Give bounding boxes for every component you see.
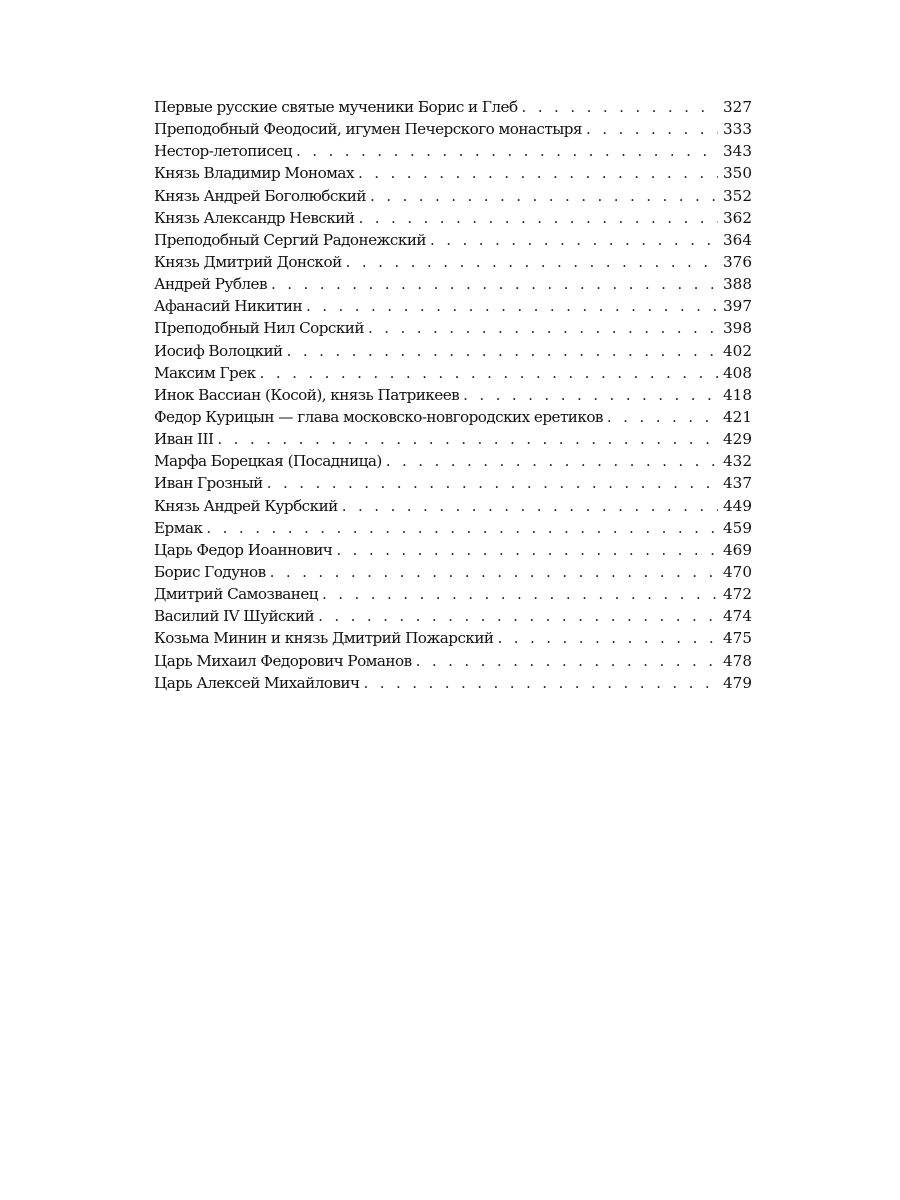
dot-leader	[430, 231, 718, 249]
toc-entry-page-number: 469	[723, 540, 752, 559]
toc-entry	[154, 209, 752, 231]
dot-leader	[370, 187, 718, 205]
toc-entry-title: Афанасий Никитин	[154, 297, 303, 316]
toc-entry-page-number: 388	[723, 275, 752, 294]
table-of-contents	[154, 98, 752, 696]
toc-entry	[154, 497, 752, 519]
toc-entry-title: Инок Вассиан (Косой), князь Патрикеев	[154, 385, 460, 404]
toc-entry	[154, 98, 752, 120]
toc-entry-page-number: 362	[723, 208, 752, 227]
toc-entry-title: Козьма Минин и князь Дмитрий Пожарский	[154, 629, 494, 648]
toc-entry-page-number: 474	[723, 607, 752, 626]
toc-entry-title: Борис Годунов	[154, 562, 266, 581]
toc-entry-title: Иван Грозный	[154, 474, 263, 493]
toc-entry-title: Преподобный Сергий Радонежский	[154, 230, 426, 249]
toc-entry-page-number: 479	[723, 673, 752, 692]
toc-entry-title: Царь Алексей Михайлович	[154, 673, 360, 692]
dot-leader	[217, 430, 718, 448]
toc-entry-page-number: 402	[723, 341, 752, 360]
toc-entry-title: Князь Владимир Мономах	[154, 164, 354, 183]
toc-entry-title: Царь Федор Иоаннович	[154, 540, 333, 559]
toc-entry	[154, 541, 752, 563]
toc-entry-page-number: 352	[723, 186, 752, 205]
toc-entry	[154, 386, 752, 408]
toc-entry	[154, 607, 752, 629]
dot-leader	[358, 164, 718, 182]
toc-entry-page-number: 350	[723, 164, 752, 183]
dot-leader	[267, 474, 718, 492]
dot-leader	[296, 142, 718, 160]
dot-leader	[287, 342, 718, 360]
toc-entry	[154, 652, 752, 674]
toc-entry-title: Князь Дмитрий Донской	[154, 252, 342, 271]
dot-leader	[363, 674, 718, 692]
toc-entry	[154, 275, 752, 297]
toc-entry-title: Преподобный Нил Сорский	[154, 319, 364, 338]
dot-leader	[586, 120, 718, 138]
toc-entry-title: Князь Андрей Боголюбский	[154, 186, 366, 205]
toc-entry	[154, 187, 752, 209]
dot-leader	[270, 563, 718, 581]
toc-entry-page-number: 408	[723, 363, 752, 382]
dot-leader	[386, 452, 718, 470]
toc-entry-title: Марфа Борецкая (Посадница)	[154, 452, 382, 471]
toc-entry-page-number: 478	[723, 651, 752, 670]
toc-entry	[154, 231, 752, 253]
toc-entry-page-number: 398	[723, 319, 752, 338]
dot-leader	[416, 652, 718, 670]
dot-leader	[271, 275, 718, 293]
toc-entry	[154, 452, 752, 474]
toc-entry-page-number: 475	[723, 629, 752, 648]
toc-entry-title: Василий IV Шуйский	[154, 607, 315, 626]
toc-entry-title: Иван III	[154, 430, 214, 449]
dot-leader	[358, 209, 718, 227]
toc-entry-page-number: 327	[723, 98, 752, 116]
toc-entry-page-number: 421	[723, 407, 752, 426]
toc-entry-title: Нестор-летописец	[154, 142, 293, 161]
toc-entry-page-number: 333	[723, 120, 752, 139]
toc-entry-page-number: 437	[723, 474, 752, 493]
toc-entry-title: Иосиф Волоцкий	[154, 341, 283, 360]
toc-entry	[154, 297, 752, 319]
toc-entry-page-number: 472	[723, 585, 752, 604]
dot-leader	[346, 253, 718, 271]
toc-entry-page-number: 364	[723, 230, 752, 249]
dot-leader	[306, 297, 718, 315]
dot-leader	[607, 408, 718, 426]
toc-entry-title: Андрей Рублев	[154, 275, 267, 294]
toc-entry	[154, 563, 752, 585]
toc-entry-title: Первые русские святые мученики Борис и Глеб	[154, 98, 518, 116]
toc-entry	[154, 142, 752, 164]
toc-entry	[154, 164, 752, 186]
toc-entry-title: Федор Курицын — глава московско-новгородских еретиков	[154, 407, 603, 426]
dot-leader	[368, 319, 718, 337]
toc-entry	[154, 474, 752, 496]
toc-entry	[154, 408, 752, 430]
toc-entry-title: Ермак	[154, 518, 203, 537]
toc-entry-page-number: 418	[723, 385, 752, 404]
dot-leader	[336, 541, 718, 559]
toc-entry	[154, 519, 752, 541]
toc-entry	[154, 629, 752, 651]
dot-leader	[342, 497, 718, 515]
toc-entry-page-number: 397	[723, 297, 752, 316]
toc-entry	[154, 120, 752, 142]
dot-leader	[498, 629, 719, 647]
toc-entry-page-number: 449	[723, 496, 752, 515]
dot-leader	[522, 98, 718, 116]
toc-entry-title: Дмитрий Самозванец	[154, 585, 318, 604]
dot-leader	[260, 364, 718, 382]
toc-entry-page-number: 459	[723, 518, 752, 537]
toc-entry-page-number: 432	[723, 452, 752, 471]
toc-entry	[154, 319, 752, 341]
dot-leader	[322, 585, 718, 603]
toc-entry-page-number: 470	[723, 562, 752, 581]
toc-entry	[154, 674, 752, 696]
dot-leader	[463, 386, 718, 404]
toc-entry-page-number: 343	[723, 142, 752, 161]
toc-entry-page-number: 429	[723, 430, 752, 449]
toc-entry-title: Преподобный Феодосий, игумен Печерского монастыря	[154, 120, 582, 139]
dot-leader	[206, 519, 718, 537]
toc-entry	[154, 253, 752, 275]
toc-entry	[154, 430, 752, 452]
toc-entry-title: Царь Михаил Федорович Романов	[154, 651, 412, 670]
toc-entry-title: Князь Андрей Курбский	[154, 496, 338, 515]
toc-entry	[154, 364, 752, 386]
toc-entry-title: Князь Александр Невский	[154, 208, 355, 227]
toc-entry	[154, 342, 752, 364]
toc-entry-page-number: 376	[723, 252, 752, 271]
toc-entry	[154, 585, 752, 607]
dot-leader	[318, 607, 718, 625]
toc-entry-title: Максим Грек	[154, 363, 256, 382]
